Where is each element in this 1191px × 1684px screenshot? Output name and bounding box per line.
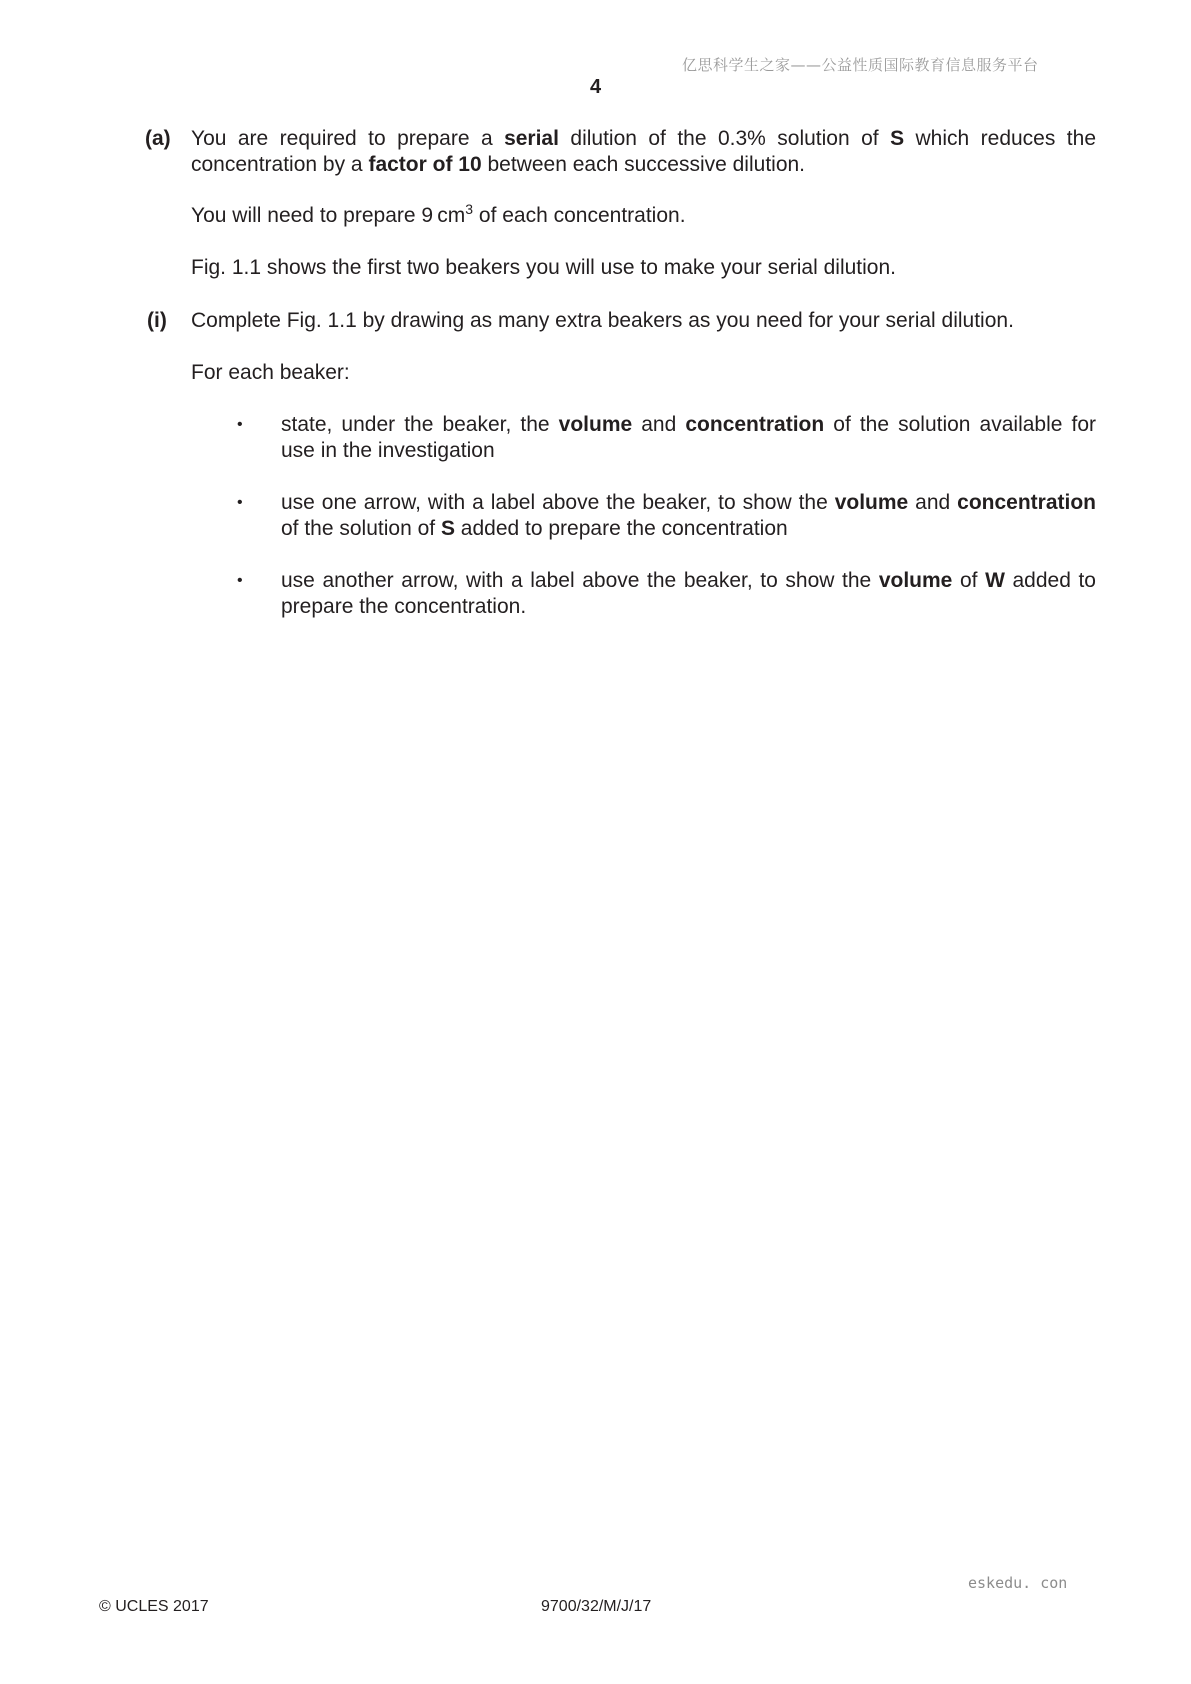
part-a-label: (a): [145, 127, 171, 150]
part-i-instruction: Complete Fig. 1.1 by drawing as many extra beakers as you need for your serial dilution.: [191, 309, 1014, 332]
footer-watermark: eskedu. con: [968, 1574, 1068, 1592]
volume-instruction: You will need to prepare 9 $cm^3$ of each concentration.: [191, 201, 686, 227]
bullet-item: use one arrow, with a label above the beaker, to show the volume and concentration of the solution of S added to prepare the concentration: [281, 491, 1096, 540]
page-number: 4: [589, 76, 602, 98]
bullet-dot: •: [237, 494, 243, 511]
for-each-beaker: For each beaker:: [191, 361, 350, 384]
bullet-item: use another arrow, with a label above the beaker, to show the volume of W added to prepare the concentration.: [281, 569, 1096, 618]
part-a-instruction: You are required to prepare a serial dilution of the 0.3% solution of S which reduces the concentration by a factor of 10 between each successive dilution.: [191, 127, 1096, 176]
bullet-dot: •: [237, 572, 243, 589]
paper-code: 9700/32/M/J/17: [541, 1598, 652, 1615]
bullet-item: state, under the beaker, the volume and concentration of the solution available for use in the investigation: [281, 413, 1097, 462]
part-i-label: (i): [147, 309, 167, 332]
copyright: © UCLES 2017: [99, 1598, 209, 1615]
bullet-dot: •: [237, 416, 243, 433]
figure-reference: Fig. 1.1 shows the first two beakers you will use to make your serial dilution.: [191, 256, 896, 279]
header-watermark: 亿思科学生之家——公益性质国际教育信息服务平台: [682, 56, 1039, 74]
